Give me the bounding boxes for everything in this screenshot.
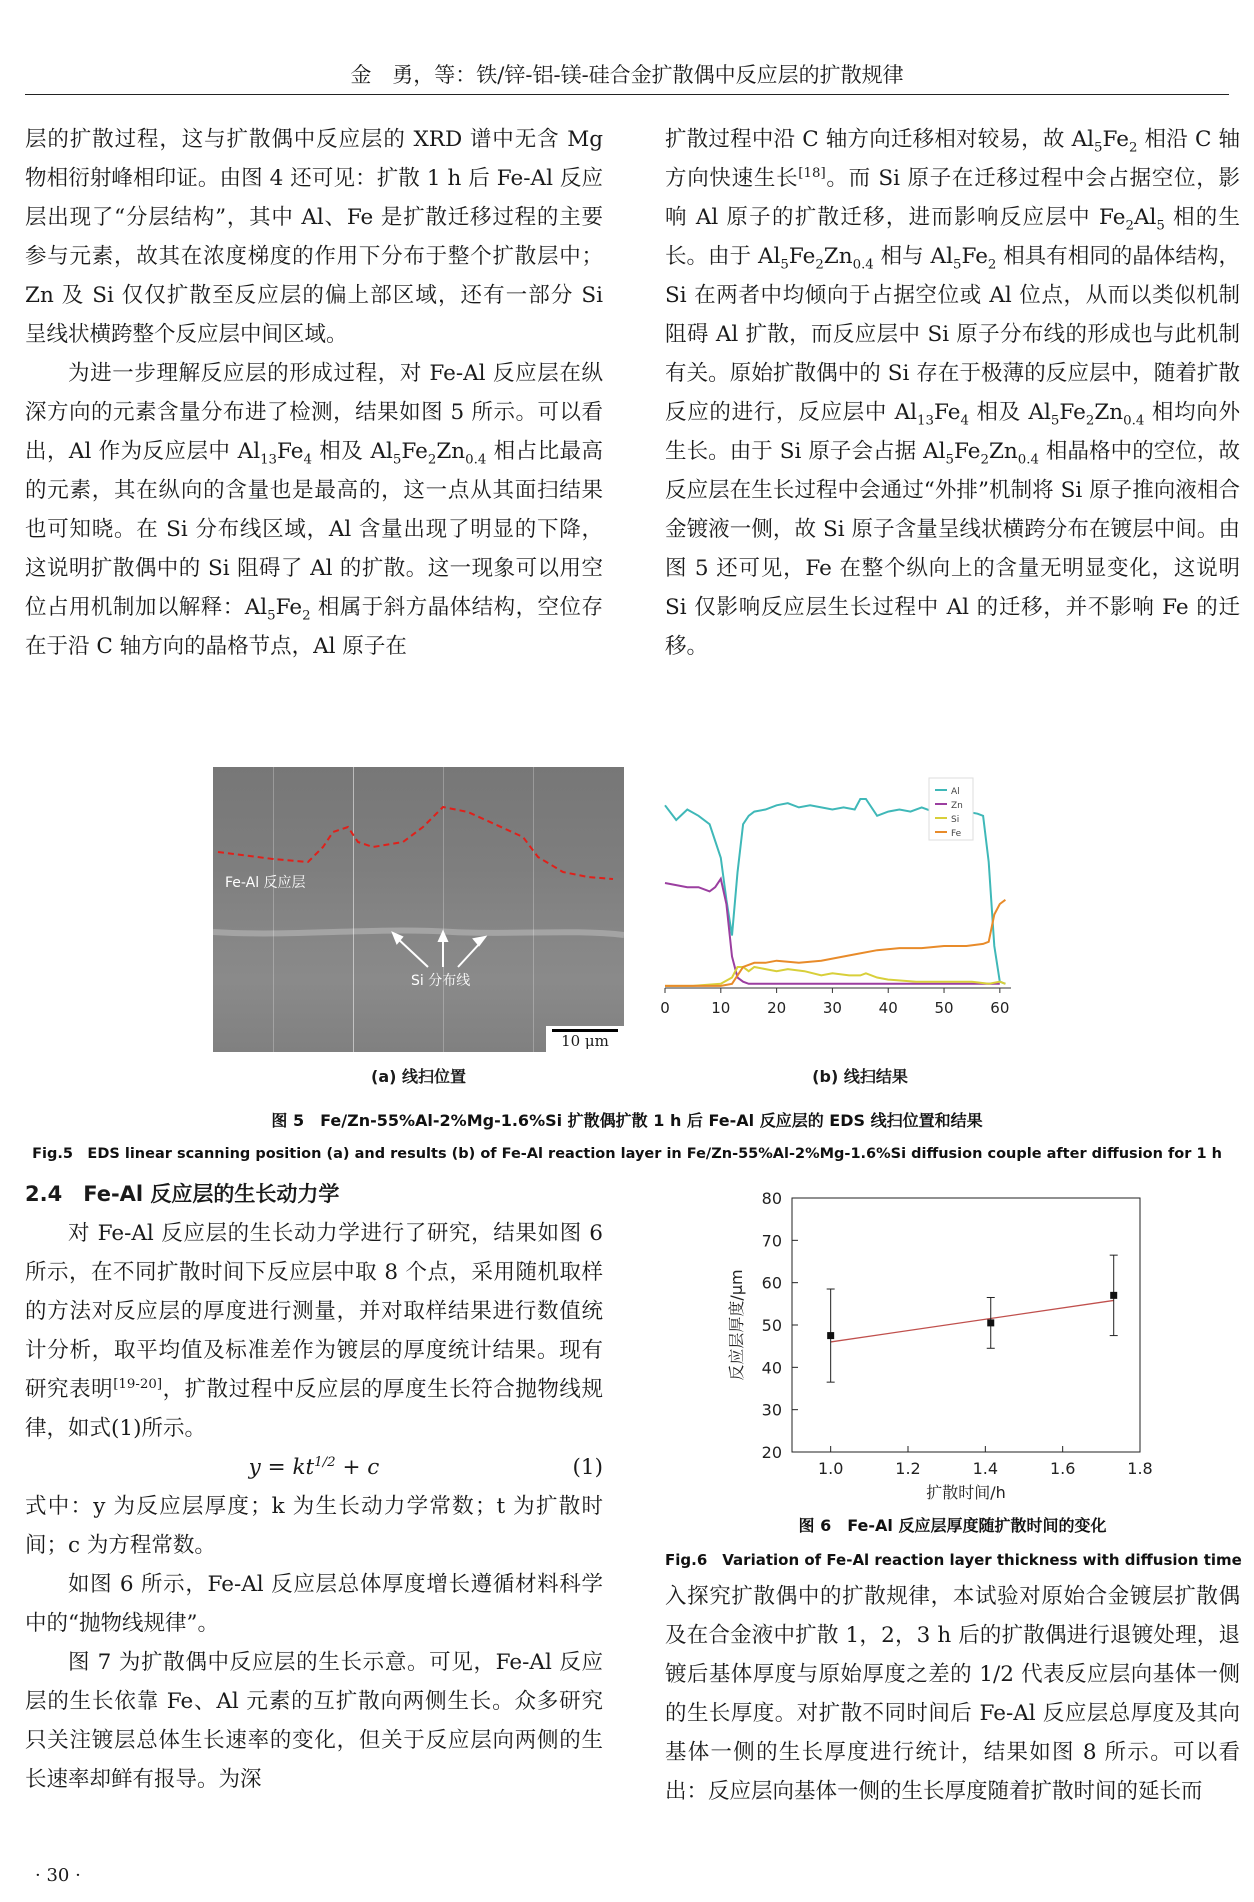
x-tick-label: 0 [660, 999, 670, 1017]
x-tick-label: 1.8 [1127, 1459, 1153, 1478]
si-arrows [393, 932, 485, 967]
figure-5-caption-cn: 图 5 Fe/Zn-55%Al-2%Mg-1.6%Si 扩散偶扩散 1 h 后 Fe-Al 反应层的 EDS 线扫位置和结果 [271, 1111, 983, 1130]
series-line-zn [665, 879, 1000, 984]
chart-axes [660, 988, 1011, 1017]
page-number: · 30 · [35, 1865, 81, 1886]
x-tick-label: 1.6 [1049, 1459, 1076, 1478]
chart-axes [727, 1189, 1153, 1502]
equation-1: $y = kt^{1/2} + c$ (1) [248, 1454, 603, 1480]
y-tick-label: 70 [761, 1231, 782, 1251]
data-point [987, 1319, 994, 1326]
left-column-top [25, 120, 603, 666]
y-tick-label: 50 [761, 1316, 782, 1335]
x-tick-label: 50 [934, 999, 954, 1017]
sem-si-label: Si 分布线 [411, 973, 471, 989]
x-tick-label: 60 [990, 999, 1010, 1017]
x-tick-label: 30 [822, 999, 842, 1017]
x-axis-label: 扩散时间/h [926, 1483, 1006, 1502]
figure-6-caption-en: Fig.6 Variation of Fe-Al reaction layer thickness with diffusion time [665, 1551, 1242, 1569]
subcaption-a: (a) 线扫位置 [371, 1067, 466, 1086]
paragraph: 为进一步理解反应层的形成过程，对 Fe-Al 反应层在纵深方向的元素含量分布进了检测，结果如图 5 所示。可以看出，Al 作为反应层中 $Al_{13}Fe_4$ 相及 $Al_5Fe_2Zn_{0.4}$ 相占比最高的元素，其在纵向的含量也是最高的，这一点从其面扫结果也可知晓。在 Si 分布线区域，Al 含量出现了明显的下降，这说明扩散偶中的 Si 阻碍了 Al 的扩散。这一现象可以用空位占用机制加以解释：$Al_5Fe_2$ 相属于斜方晶体结构，空位存在于沿 C 轴方向的晶格节点，Al 原子在 [25, 361, 603, 659]
section-heading: 2.4 Fe-Al 反应层的生长动力学 [25, 1182, 340, 1206]
y-tick-label: 80 [761, 1189, 782, 1208]
sem-overlay [213, 767, 624, 1052]
y-tick-label: 60 [761, 1273, 782, 1293]
y-axis-label: 反应层厚度/μm [727, 1269, 746, 1381]
left-column-bottom [25, 1175, 603, 1799]
running-header: 金 勇，等：铁/锌-铝-镁-硅合金扩散偶中反应层的扩散规律 [25, 60, 1229, 95]
x-tick-label: 40 [878, 999, 898, 1017]
chart-legend [929, 778, 973, 840]
legend-label: Al [951, 787, 960, 797]
paragraph: 入探究扩散偶中的扩散规律，本试验对原始合金镀层扩散偶及在合金液中扩散 1，2，3 h 后的扩散偶进行退镀处理，退镀后基体厚度与原始厚度之差的 1/2 代表反应层向基体一侧的生长厚度。对扩散不同时间后 Fe-Al 反应层总厚度及其向基体一侧的生长厚度进行统计，结果如图 8 所示。可以看出：反应层向基体一侧的生长厚度随着扩散时间的延长而 [665, 1584, 1240, 1804]
paragraph: 层的扩散过程，这与扩散偶中反应层的 XRD 谱中无含 Mg 物相衍射峰相印证。由图 4 还可见：扩散 1 h 后 Fe-Al 反应层出现了“分层结构”，其中 Al、Fe 是扩散迁移过程的主要参与元素，故其在浓度梯度的作用下分布于整个扩散层中；Zn 及 Si 仅仅扩散至反应层的偏上部区域，还有一部分 Si 呈线状横跨整个反应层中间区域。 [25, 127, 603, 347]
line-scan-chart [655, 770, 1045, 1040]
plot-frame [792, 1198, 1140, 1452]
legend-label: Si [951, 815, 960, 825]
paragraph: 如图 6 所示，Fe-Al 反应层总体厚度增长遵循材料科学中的“抛物线规律”。 [25, 1572, 603, 1636]
x-tick-label: 10 [711, 999, 731, 1017]
data-point [827, 1332, 834, 1339]
paragraph: 扩散过程中沿 C 轴方向迁移相对较易，故 $Al_5Fe_2$ 相沿 C 轴方向快速生长[18]。而 Si 原子在迁移过程中会占据空位，影响 Al 原子的扩散迁移，进而影响反应层中 $Fe_2Al_5$ 相的生长。由于 $Al_5Fe_2Zn_{0.4}$ 相与 $Al_5Fe_2$ 相具有相同的晶体结构，Si 在两者中均倾向于占据空位或 Al 位点，从而以类似机制阻碍 Al 扩散，而反应层中 Si 原子分布线的形成也与此机制有关。原始扩散偶中的 Si 存在于极薄的反应层中，随着扩散反应的进行，反应层中 $Al_{13}Fe_4$ 相及 $Al_5Fe_2Zn_{0.4}$ 相均向外生长。由于 Si 原子会占据 $Al_5Fe_2Zn_{0.4}$ 相晶格中的空位，故反应层在生长过程中会通过“外排”机制将 Si 原子推向液相合金镀液一侧，故 Si 原子含量呈线状横跨分布在镀层中间。由图 5 还可见，Fe 在整个纵向上的含量无明显变化，这说明 Si 仅影响反应层生长过程中 Al 的迁移，并不影响 Fe 的迁移。 [665, 127, 1241, 659]
x-tick-label: 1.2 [895, 1459, 921, 1478]
figure-5-caption-en: Fig.5 EDS linear scanning position (a) and results (b) of Fe-Al reaction layer in Fe/Zn-55%Al-2%Mg-1.6%Si diffusion couple after diffusion for 1 h [32, 1146, 1222, 1162]
x-tick-label: 20 [767, 999, 787, 1017]
fit-line [831, 1300, 1114, 1341]
paragraph: 式中：y 为反应层厚度；k 为生长动力学常数；t 为扩散时间；c 为方程常数。 [25, 1494, 603, 1558]
paragraph: 对 Fe-Al 反应层的生长动力学进行了研究，结果如图 6 所示，在不同扩散时间下反应层中取 8 个点，采用随机取样的方法对反应层的厚度进行测量，并对取样结果进行数值统计分析，取平均值及标准差作为镀层的厚度统计结果。现有研究表明[19-20]，扩散过程中反应层的厚度生长符合抛物线规律，如式(1)所示。 [25, 1221, 603, 1441]
sem-layer-label: Fe-Al 反应层 [225, 875, 306, 891]
x-tick-label: 1.0 [817, 1459, 844, 1478]
data-point [1110, 1292, 1117, 1299]
y-tick-label: 30 [761, 1400, 782, 1420]
layer-boundary-line [218, 807, 613, 879]
right-column-top [665, 120, 1240, 666]
sem-micrograph [213, 767, 624, 1052]
subcaption-b: (b) 线扫结果 [812, 1067, 908, 1086]
legend-label: Zn [951, 801, 963, 811]
x-tick-label: 1.4 [972, 1459, 999, 1478]
right-column-bottom [665, 1577, 1240, 1811]
paragraph: 图 7 为扩散偶中反应层的生长示意。可见，Fe-Al 反应层的生长依靠 Fe、Al 元素的互扩散向两侧生长。众多研究只关注镀层总体生长速率的变化，但关于反应层向两侧的生长速率却鲜有报导。为深 [25, 1650, 603, 1792]
figure-6-caption-cn: 图 6 Fe-Al 反应层厚度随扩散时间的变化 [798, 1516, 1107, 1535]
y-tick-label: 40 [761, 1358, 782, 1378]
legend-label: Fe [951, 829, 962, 839]
y-tick-label: 20 [761, 1443, 782, 1462]
scale-bar: 10 μm [546, 1026, 624, 1052]
thickness-chart [720, 1180, 1153, 1505]
